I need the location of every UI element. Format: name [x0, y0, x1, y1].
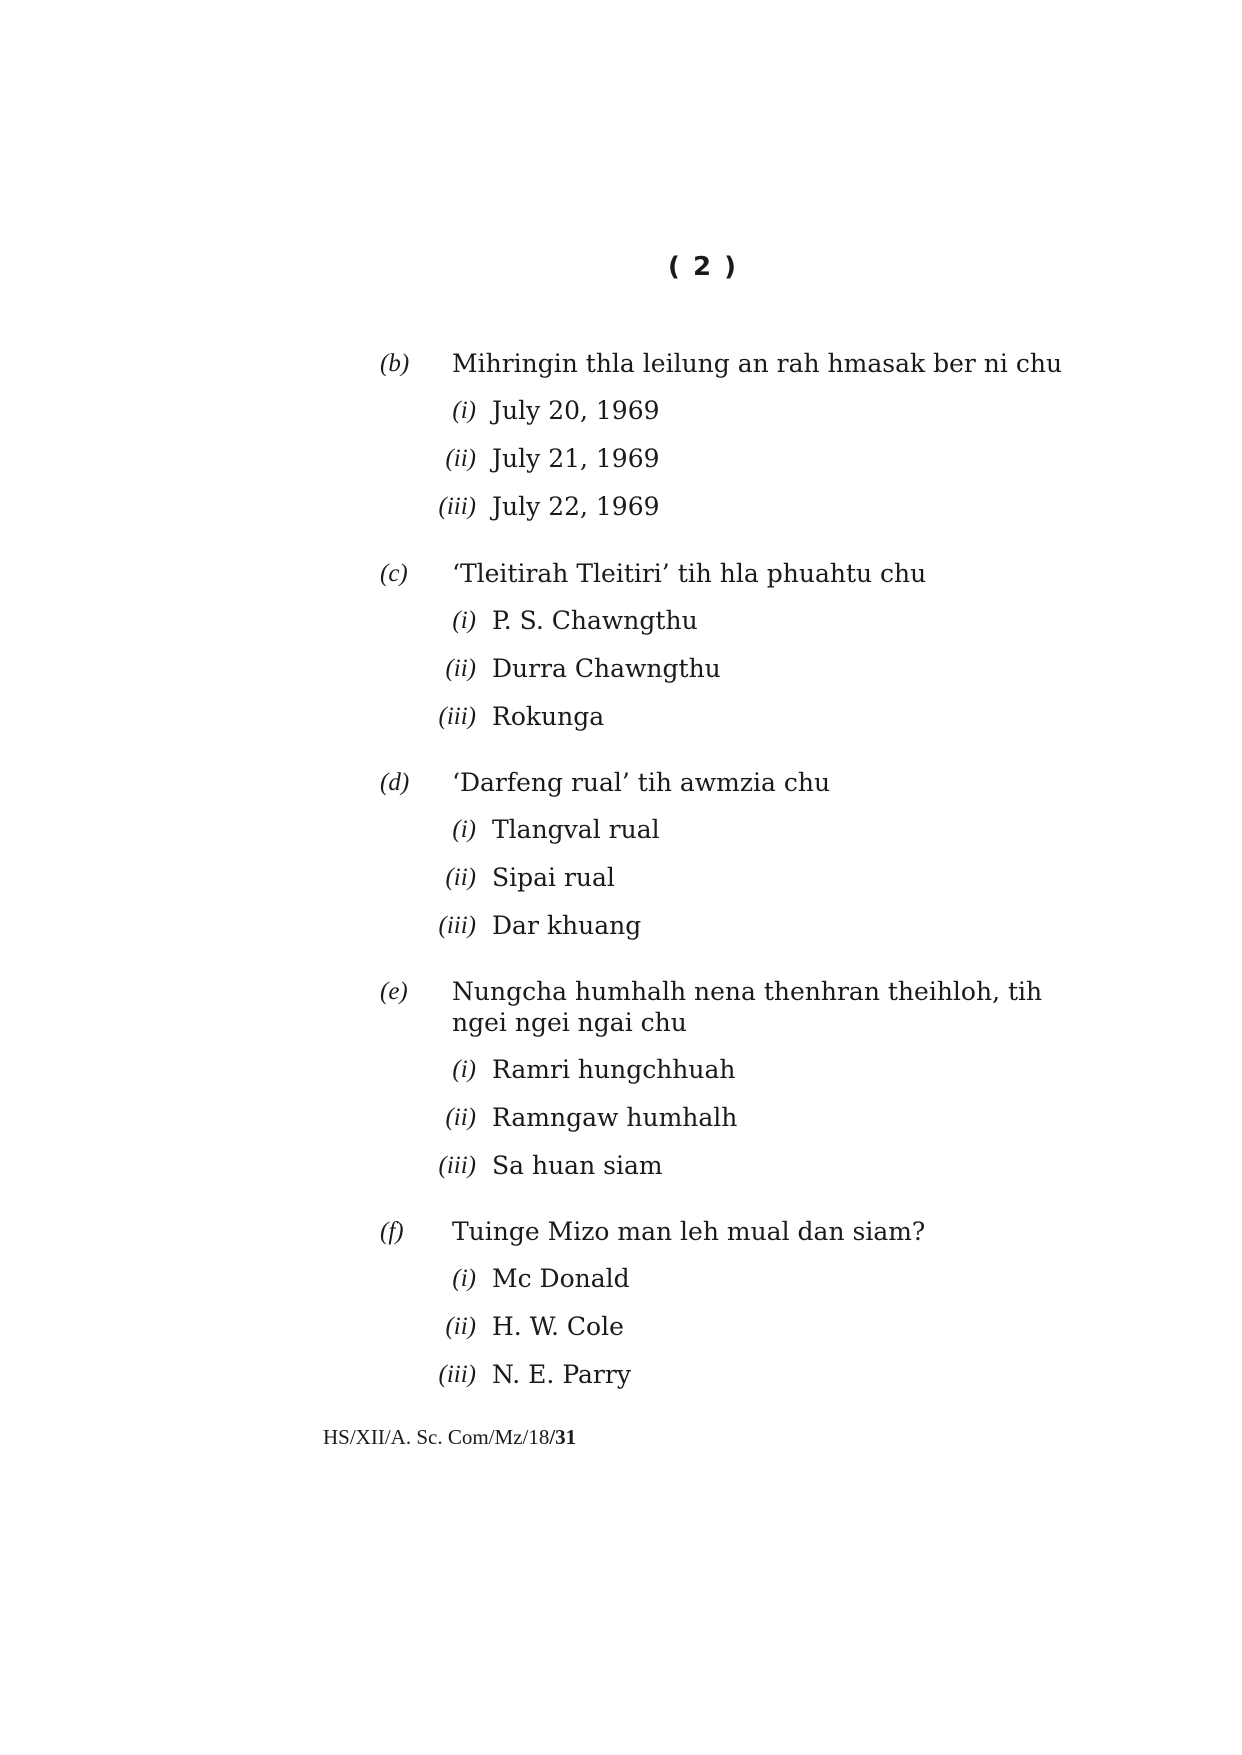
- option-text: Rokunga: [492, 702, 605, 731]
- option-label: (i): [452, 607, 476, 634]
- option-text: Dar khuang: [492, 911, 642, 940]
- option-label: (iii): [438, 912, 476, 939]
- option-ii: [380, 443, 1080, 491]
- footer-page-count: /31: [549, 1425, 577, 1449]
- option-label: (iii): [438, 493, 476, 520]
- option-label: (iii): [438, 1361, 476, 1388]
- option-label: (ii): [445, 655, 476, 682]
- option-iii: [380, 491, 1080, 539]
- question-f: [380, 1216, 1080, 1407]
- option-iii: [380, 1359, 1080, 1407]
- option-text: Ramri hungchhuah: [492, 1055, 736, 1084]
- option-text: July 22, 1969: [492, 492, 660, 521]
- option-text: July 20, 1969: [492, 396, 660, 425]
- question-text: Tuinge Mizo man leh mual dan siam?: [452, 1217, 926, 1246]
- question-text: ‘Tleitirah Tleitiri’ tih hla phuahtu chu: [452, 559, 927, 588]
- option-text: Mc Donald: [492, 1264, 630, 1293]
- option-label: (i): [452, 1056, 476, 1083]
- option-label: (ii): [445, 1313, 476, 1340]
- option-iii: [380, 910, 1080, 958]
- question-c: [380, 558, 1080, 749]
- question-text-line2: ngei ngei ngai chu: [452, 1008, 687, 1037]
- question-text-line1: Nungcha humhalh nena thenhran theihloh, tih: [452, 977, 1043, 1006]
- question-e: [380, 976, 1080, 1198]
- option-text: N. E. Parry: [492, 1360, 631, 1389]
- option-text: Tlangval rual: [492, 815, 660, 844]
- footer-code: [323, 1425, 576, 1450]
- option-ii: [380, 1311, 1080, 1359]
- option-label: (ii): [445, 864, 476, 891]
- question-b: [380, 348, 1080, 539]
- option-iii: [380, 1150, 1080, 1198]
- question-label: (f): [380, 1218, 404, 1245]
- question-label: (e): [380, 978, 408, 1005]
- question-label: (b): [380, 350, 410, 377]
- question-text: ‘Darfeng rual’ tih awmzia chu: [452, 768, 831, 797]
- option-label: (ii): [445, 445, 476, 472]
- option-iii: [380, 701, 1080, 749]
- option-text: Durra Chawngthu: [492, 654, 721, 683]
- option-label: (i): [452, 816, 476, 843]
- option-i: [380, 395, 1080, 443]
- option-label: (i): [452, 397, 476, 424]
- question-text: Mihringin thla leilung an rah hmasak ber ni chu: [452, 349, 1063, 378]
- option-text: H. W. Cole: [492, 1312, 624, 1341]
- option-label: (iii): [438, 1152, 476, 1179]
- option-i: [380, 1263, 1080, 1311]
- option-i: [380, 605, 1080, 653]
- option-label: (ii): [445, 1104, 476, 1131]
- option-text: Ramngaw humhalh: [492, 1103, 738, 1132]
- option-ii: [380, 862, 1080, 910]
- page-number: ( 2 ): [668, 252, 738, 282]
- question-d: [380, 767, 1080, 958]
- option-i: [380, 814, 1080, 862]
- option-i: [380, 1054, 1080, 1102]
- option-text: Sa huan siam: [492, 1151, 663, 1180]
- question-label: (d): [380, 769, 410, 796]
- option-ii: [380, 653, 1080, 701]
- footer-code-text: HS/XII/A. Sc. Com/Mz/18: [323, 1425, 550, 1449]
- option-text: P. S. Chawngthu: [492, 606, 698, 635]
- option-label: (i): [452, 1265, 476, 1292]
- question-label: (c): [380, 560, 408, 587]
- option-ii: [380, 1102, 1080, 1150]
- option-label: (iii): [438, 703, 476, 730]
- option-text: Sipai rual: [492, 863, 615, 892]
- option-text: July 21, 1969: [492, 444, 660, 473]
